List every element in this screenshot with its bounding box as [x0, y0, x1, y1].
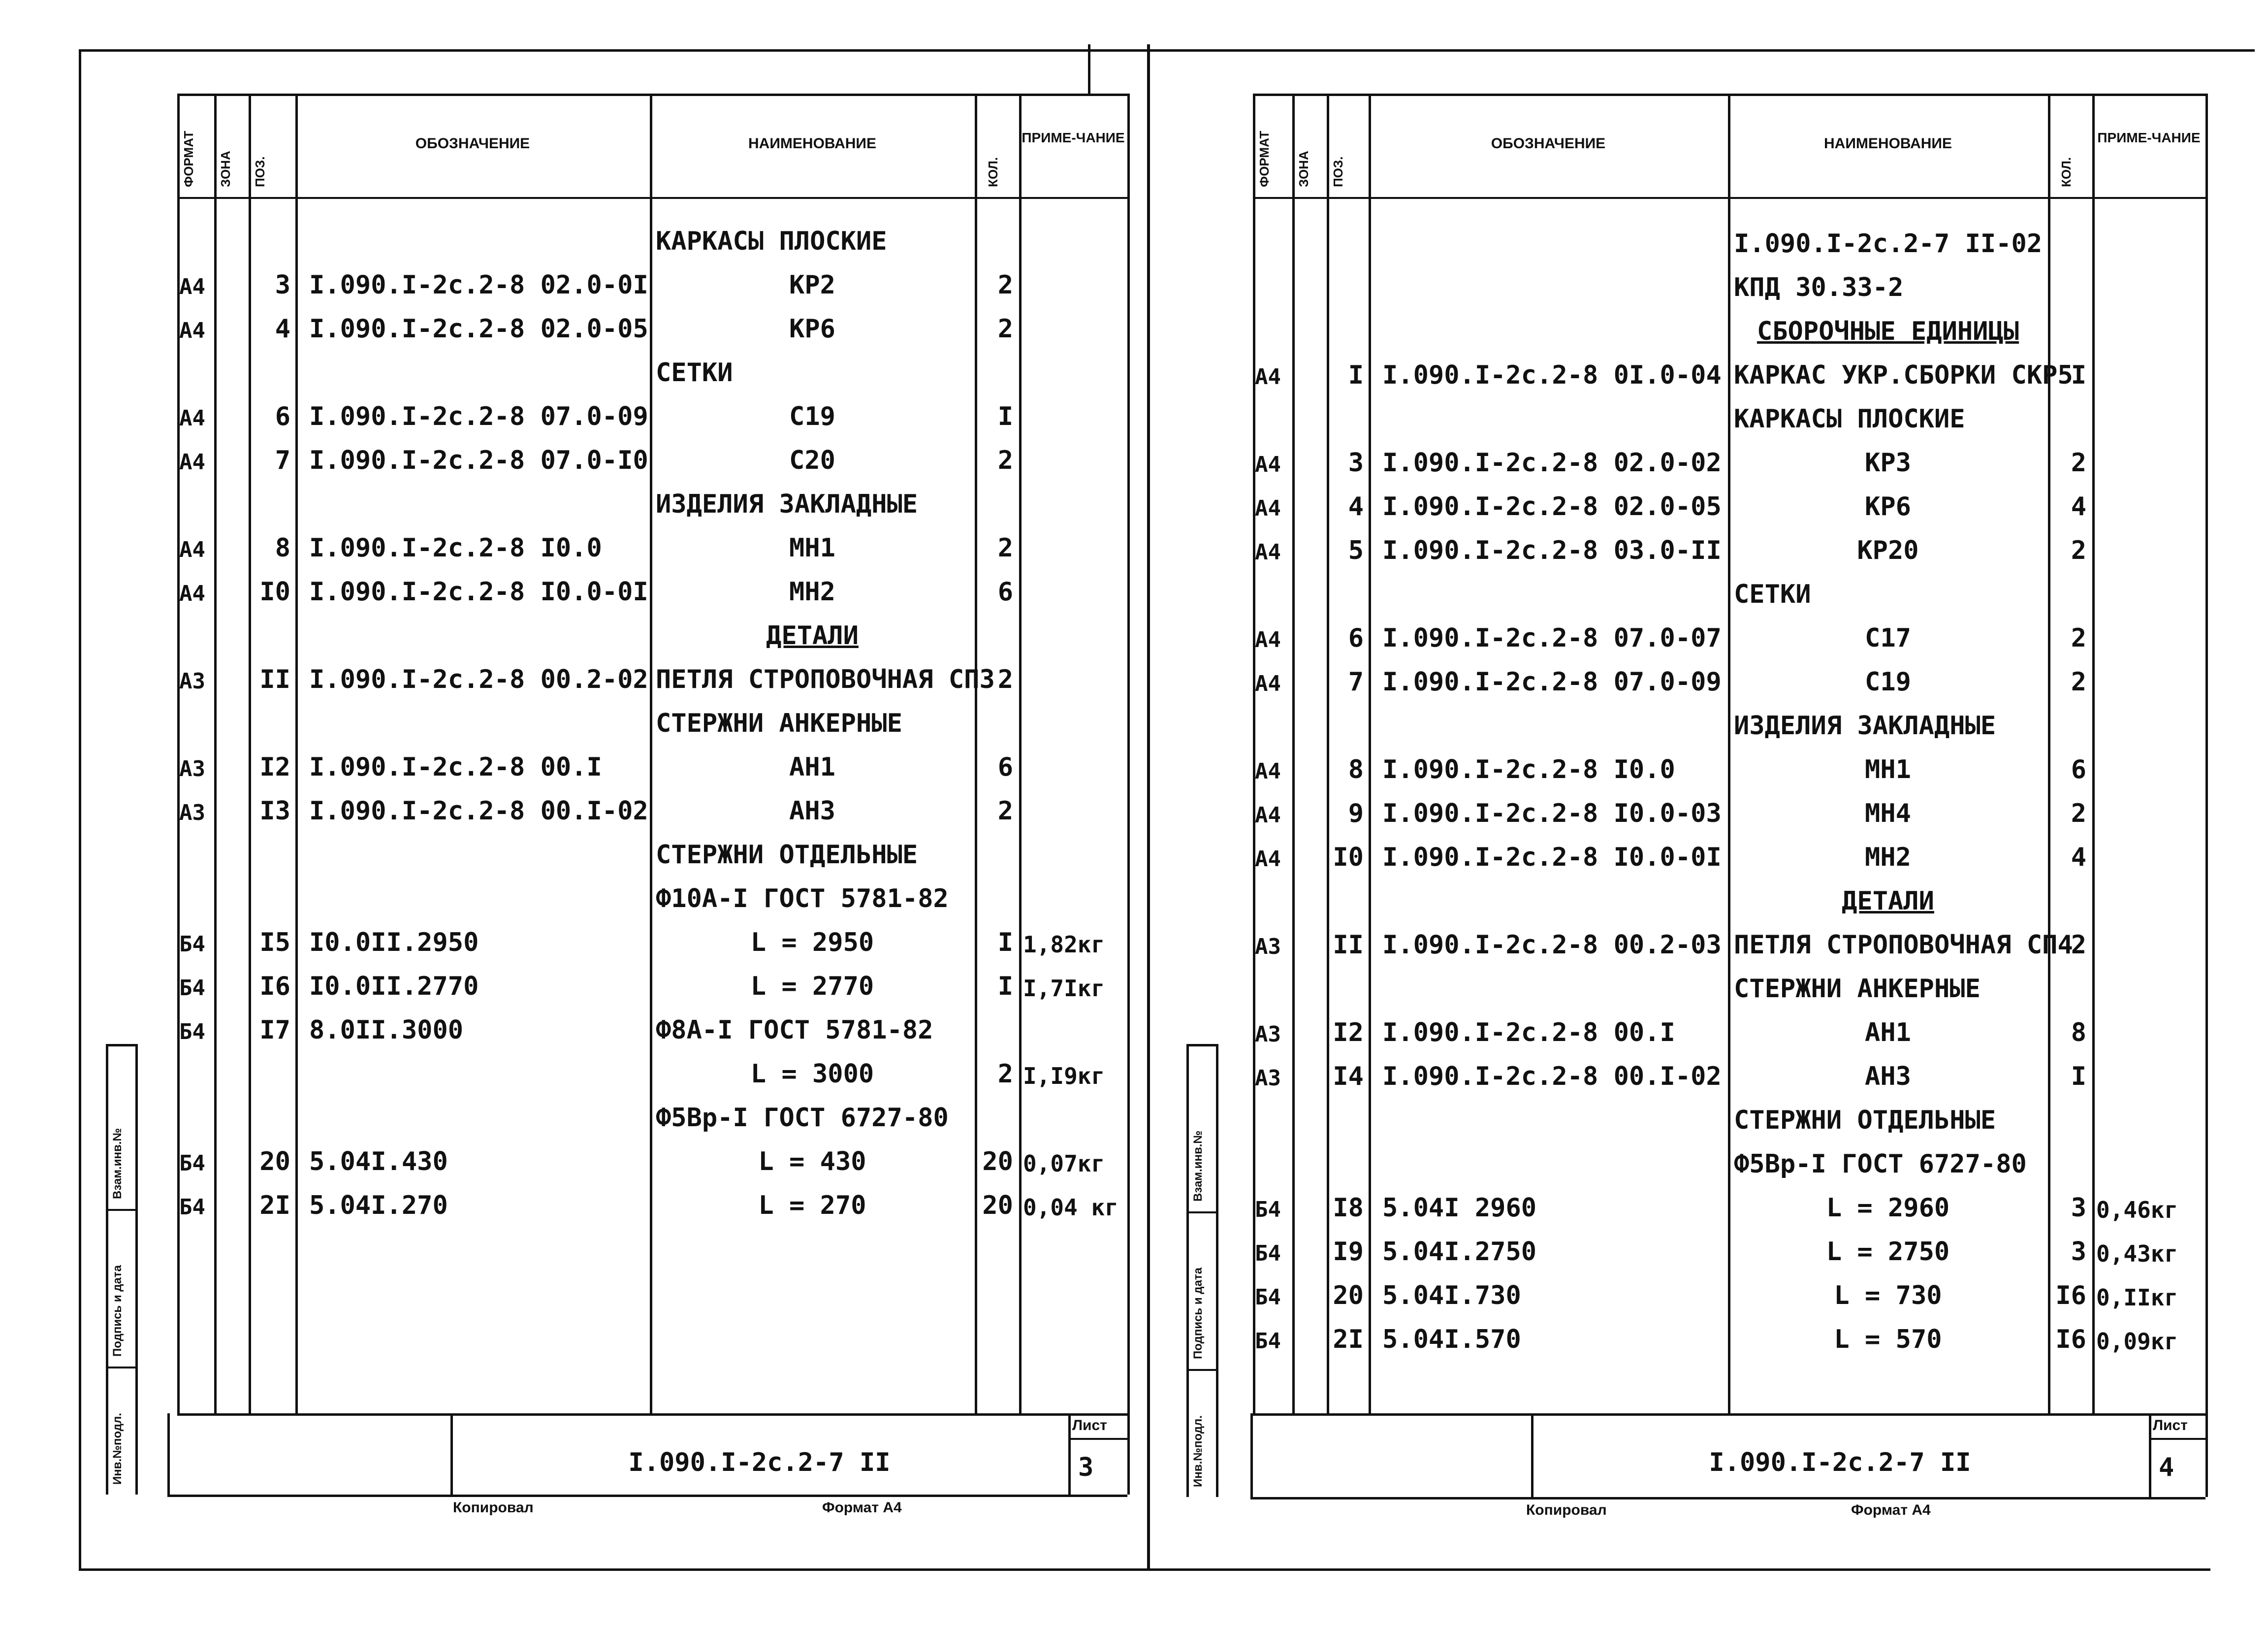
row-designation: I0.0II.2770	[309, 972, 479, 1001]
row-note: I,7Iкг	[1023, 975, 1105, 1002]
row-position: I9	[1333, 1237, 1364, 1267]
header-note: ПРИМЕ-ЧАНИЕ	[1022, 130, 1125, 145]
row-name: ДЕТАЛИ	[766, 621, 859, 651]
format-label: Формат А4	[1851, 1502, 1931, 1518]
row-designation: I.090.I-2с.2-8 07.0-07	[1382, 623, 1722, 653]
row-format: Б4	[1255, 1197, 1281, 1222]
row-name: ДЕТАЛИ	[1842, 886, 1934, 916]
title-block-mid	[1531, 1413, 1533, 1497]
row-note: I,I9кг	[1023, 1063, 1105, 1089]
row-position: I0	[259, 577, 290, 607]
row-format: А4	[1255, 847, 1281, 872]
row-quantity: 2	[2071, 930, 2086, 960]
row-format: Б4	[179, 1151, 205, 1176]
row-quantity: 4	[2071, 843, 2086, 872]
row-name: L = 730	[1834, 1281, 1942, 1310]
sheet-box-divider	[2149, 1438, 2205, 1440]
row-designation: I.090.I-2с.2-8 I0.0	[309, 533, 602, 563]
row-quantity: 2	[2071, 667, 2086, 697]
row-format: А4	[179, 274, 205, 299]
row-name: С19	[789, 402, 835, 431]
copied-by-label: Копировал	[1526, 1502, 1607, 1518]
row-designation: I.090.I-2с.2-8 02.0-05	[1382, 492, 1722, 521]
row-name: КПД 30.33-2	[1734, 273, 1904, 302]
row-designation: I.090.I-2с.2-8 02.0-05	[309, 314, 648, 344]
header-designation: ОБОЗНАЧЕНИЕ	[415, 135, 530, 152]
column-line-1	[1292, 94, 1295, 1413]
row-position: I7	[259, 1015, 290, 1045]
row-name: С19	[1865, 667, 1911, 697]
row-quantity: 6	[997, 577, 1013, 607]
row-position: 7	[275, 446, 290, 475]
column-line-6	[2092, 94, 2095, 1413]
sheet-label: Лист	[1072, 1417, 1107, 1433]
row-format: А4	[1255, 540, 1281, 565]
row-note: 0,IIкг	[2096, 1284, 2178, 1311]
row-name: L = 2750	[1826, 1237, 1950, 1267]
row-position: 6	[1348, 623, 1364, 653]
row-position: 7	[1348, 667, 1364, 697]
row-name: МН1	[1865, 755, 1911, 784]
row-name: L = 570	[1834, 1325, 1942, 1354]
side-stamp-left	[1186, 1044, 1189, 1497]
row-format: А4	[179, 537, 205, 562]
header-pos: ПОЗ.	[253, 156, 267, 187]
row-name: КР6	[789, 314, 835, 344]
column-line-7	[2205, 94, 2208, 1413]
row-name: СТЕРЖНИ ОТДЕЛЬНЫЕ	[1734, 1106, 1996, 1135]
row-format: А4	[1255, 627, 1281, 652]
row-position: 9	[1348, 799, 1364, 828]
row-name: АН1	[1865, 1018, 1911, 1047]
sheet-number: 4	[2159, 1453, 2174, 1482]
row-name: Ф10А-I ГОСТ 5781-82	[656, 884, 949, 913]
side-stamp-mid	[1216, 1044, 1218, 1497]
column-line-4	[1728, 94, 1730, 1413]
row-designation: I.090.I-2с.2-8 00.I-02	[1382, 1062, 1722, 1091]
row-name: СЕТКИ	[656, 358, 733, 388]
side-stamp-label-0: Инв.№подл.	[111, 1413, 124, 1485]
row-quantity: I	[997, 402, 1013, 431]
row-designation: 8.0II.3000	[309, 1015, 464, 1045]
row-designation: 5.04I.730	[1382, 1281, 1521, 1310]
row-name: L = 270	[758, 1191, 866, 1220]
row-name: Ф5Вр-I ГОСТ 6727-80	[1734, 1149, 2027, 1179]
row-name: С17	[1865, 623, 1911, 653]
sheet-label: Лист	[2153, 1417, 2188, 1433]
row-format: Б4	[179, 1019, 205, 1044]
row-designation: I.090.I-2с.2-8 07.0-09	[1382, 667, 1722, 697]
side-stamp-label-2: Взам.инв.№	[1191, 1130, 1205, 1202]
row-name: КР2	[789, 270, 835, 300]
row-quantity: 2	[2071, 536, 2086, 565]
row-position: 20	[1333, 1281, 1364, 1310]
row-name: СБОРОЧНЫЕ ЕДИНИЦЫ	[1757, 317, 2019, 346]
row-position: I4	[1333, 1062, 1364, 1091]
header-zone: ЗОНА	[218, 151, 233, 187]
row-format: А4	[1255, 364, 1281, 390]
header-pos: ПОЗ.	[1331, 156, 1345, 187]
row-format: А3	[179, 669, 205, 694]
row-position: I3	[259, 796, 290, 826]
row-position: II	[1333, 930, 1364, 960]
row-name: СТЕРЖНИ АНКЕРНЫЕ	[1734, 974, 1981, 1004]
row-name: L = 430	[758, 1147, 866, 1176]
table-bottom-border	[1253, 1413, 2205, 1416]
row-designation: I.090.I-2с.2-8 02.0-02	[1382, 448, 1722, 478]
row-format: А4	[1255, 452, 1281, 477]
row-quantity: 4	[2071, 492, 2086, 521]
row-name: Ф8А-I ГОСТ 5781-82	[656, 1015, 933, 1045]
row-format: А4	[179, 406, 205, 431]
row-quantity: I	[997, 928, 1013, 957]
side-stamp-divider-0	[1186, 1369, 1216, 1371]
row-format: Б4	[179, 932, 205, 957]
row-quantity: 2	[997, 533, 1013, 563]
row-format: А4	[1255, 759, 1281, 784]
row-designation: I.090.I-2с.2-8 02.0-0I	[309, 270, 648, 300]
row-note: 0,09кг	[2096, 1328, 2178, 1355]
row-designation: 5.04I.2750	[1382, 1237, 1537, 1267]
row-designation: I.090.I-2с.2-8 00.I	[309, 752, 602, 782]
format-label: Формат А4	[822, 1499, 902, 1516]
row-quantity: 20	[982, 1191, 1013, 1220]
row-quantity: I	[2071, 1062, 2086, 1091]
header-zone: ЗОНА	[1296, 151, 1311, 187]
row-quantity: 3	[2071, 1237, 2086, 1267]
row-quantity: 2	[2071, 623, 2086, 653]
header-name: НАИМЕНОВАНИЕ	[1824, 135, 1952, 152]
column-line-3	[1369, 94, 1371, 1413]
row-format: А3	[179, 800, 205, 825]
row-format: Б4	[1255, 1285, 1281, 1310]
row-format: А4	[179, 318, 205, 343]
row-quantity: 8	[2071, 1018, 2086, 1047]
row-name: АН1	[789, 752, 835, 782]
row-format: А3	[179, 756, 205, 781]
row-format: Б4	[1255, 1241, 1281, 1266]
row-position: 20	[259, 1147, 290, 1176]
row-name: L = 2950	[750, 928, 874, 957]
row-position: II	[259, 665, 290, 694]
row-position: 4	[275, 314, 290, 344]
row-name: ПЕТЛЯ СТРОПОВОЧНАЯ СП4	[1734, 930, 2073, 960]
row-position: I5	[259, 928, 290, 957]
document-number: I.090.I-2с.2-7 II	[1709, 1448, 1971, 1477]
row-quantity: 6	[997, 752, 1013, 782]
row-format: А4	[179, 450, 205, 475]
row-note: 1,82кг	[1023, 931, 1105, 958]
row-name: Ф5Вр-I ГОСТ 6727-80	[656, 1103, 949, 1133]
row-designation: I.090.I-2с.2-8 00.2-03	[1382, 930, 1722, 960]
row-designation: 5.04I.270	[309, 1191, 448, 1220]
row-quantity: I6	[2055, 1325, 2086, 1354]
side-stamp-label-1: Подпись и дата	[111, 1265, 124, 1357]
row-name: МН4	[1865, 799, 1911, 828]
row-quantity: 20	[982, 1147, 1013, 1176]
row-quantity: I	[2071, 360, 2086, 390]
side-stamp-divider-1	[1186, 1211, 1216, 1213]
row-format: А4	[179, 581, 205, 606]
row-position: 3	[275, 270, 290, 300]
row-quantity: 2	[997, 314, 1013, 344]
row-quantity: 2	[997, 665, 1013, 694]
row-quantity: I6	[2055, 1281, 2086, 1310]
row-format: Б4	[1255, 1329, 1281, 1354]
row-designation: 5.04I 2960	[1382, 1193, 1537, 1223]
row-designation: I.090.I-2с.2-8 I0.0-0I	[309, 577, 648, 607]
row-designation: 5.04I.430	[309, 1147, 448, 1176]
row-position: 6	[275, 402, 290, 431]
header-format: ФОРМАТ	[1257, 130, 1272, 187]
row-designation: I.090.I-2с.2-8 07.0-09	[309, 402, 648, 431]
row-name: МН2	[1865, 843, 1911, 872]
header-format: ФОРМАТ	[181, 130, 196, 187]
title-block-left	[1250, 1413, 1253, 1497]
row-note: 0,43кг	[2096, 1240, 2178, 1267]
row-designation: 5.04I.570	[1382, 1325, 1521, 1354]
row-designation: I.090.I-2с.2-8 00.I	[1382, 1018, 1675, 1047]
row-position: I8	[1333, 1193, 1364, 1223]
row-format: А4	[1255, 671, 1281, 696]
header-name: НАИМЕНОВАНИЕ	[748, 135, 876, 152]
row-format: А4	[1255, 803, 1281, 828]
row-name: ИЗДЕЛИЯ ЗАКЛАДНЫЕ	[656, 489, 918, 519]
row-name: АН3	[789, 796, 835, 826]
row-quantity: 2	[997, 1059, 1013, 1089]
row-name: КР20	[1857, 536, 1919, 565]
row-position: 5	[1348, 536, 1364, 565]
header-qty: КОЛ.	[986, 157, 1000, 187]
title-block-bottom	[1250, 1497, 2205, 1499]
row-designation: I.090.I-2с.2-8 I0.0-0I	[1382, 843, 1722, 872]
row-quantity: 2	[997, 446, 1013, 475]
row-name: КАРКАСЫ ПЛОСКИЕ	[656, 227, 887, 256]
row-name: МН1	[789, 533, 835, 563]
row-format: Б4	[179, 1195, 205, 1220]
row-designation: I0.0II.2950	[309, 928, 479, 957]
row-designation: I.090.I-2с.2-8 07.0-I0	[309, 446, 648, 475]
row-format: А3	[1255, 934, 1281, 959]
header-note: ПРИМЕ-ЧАНИЕ	[2097, 130, 2201, 145]
row-name: ИЗДЕЛИЯ ЗАКЛАДНЫЕ	[1734, 711, 1996, 741]
row-designation: I.090.I-2с.2-8 03.0-II	[1382, 536, 1722, 565]
row-position: 8	[275, 533, 290, 563]
row-position: I0	[1333, 843, 1364, 872]
row-designation: I.090.I-2с.2-8 00.2-02	[309, 665, 648, 694]
row-quantity: I	[997, 972, 1013, 1001]
row-note: 0,46кг	[2096, 1197, 2178, 1223]
row-position: I2	[259, 752, 290, 782]
row-name: СТЕРЖНИ ОТДЕЛЬНЫЕ	[656, 840, 918, 870]
side-stamp-divider-2	[1186, 1044, 1216, 1046]
row-name: КР3	[1865, 448, 1911, 478]
row-designation: I.090.I-2с.2-8 I0.0	[1382, 755, 1675, 784]
row-name: КАРКАС УКР.СБОРКИ СКР5	[1734, 360, 2073, 390]
sheet-number: 3	[1078, 1453, 1094, 1482]
row-position: I6	[259, 972, 290, 1001]
row-position: I	[1348, 360, 1364, 390]
row-position: 3	[1348, 448, 1364, 478]
row-name: L = 2960	[1826, 1193, 1950, 1223]
row-designation: I.090.I-2с.2-8 0I.0-04	[1382, 360, 1722, 390]
row-note: 0,07кг	[1023, 1150, 1105, 1177]
row-quantity: 2	[2071, 799, 2086, 828]
row-format: А3	[1255, 1022, 1281, 1047]
row-name: КАРКАСЫ ПЛОСКИЕ	[1734, 404, 1965, 434]
row-name: КР6	[1865, 492, 1911, 521]
row-name: L = 2770	[750, 972, 874, 1001]
row-name: СТЕРЖНИ АНКЕРНЫЕ	[656, 709, 902, 738]
row-format: А3	[1255, 1066, 1281, 1091]
row-note: 0,04 кг	[1023, 1194, 1118, 1221]
row-quantity: 2	[2071, 448, 2086, 478]
row-name: МН2	[789, 577, 835, 607]
row-designation: I.090.I-2с.2-8 00.I-02	[309, 796, 648, 826]
row-name: L = 3000	[750, 1059, 874, 1089]
row-quantity: 2	[997, 796, 1013, 826]
header-designation: ОБОЗНАЧЕНИЕ	[1491, 135, 1606, 152]
row-quantity: 3	[2071, 1193, 2086, 1223]
side-stamp-label-2: Взам.инв.№	[111, 1128, 124, 1199]
row-name: ПЕТЛЯ СТРОПОВОЧНАЯ СП3	[656, 665, 995, 694]
row-name: С20	[789, 446, 835, 475]
row-position: I2	[1333, 1018, 1364, 1047]
row-quantity: 2	[997, 270, 1013, 300]
row-name: АН3	[1865, 1062, 1911, 1091]
row-name: СЕТКИ	[1734, 580, 1811, 609]
side-stamp-label-0: Инв.№подл.	[1191, 1415, 1205, 1487]
row-quantity: 6	[2071, 755, 2086, 784]
row-position: 8	[1348, 755, 1364, 784]
row-format: А4	[1255, 496, 1281, 521]
row-position: 2I	[1333, 1325, 1364, 1354]
row-position: 4	[1348, 492, 1364, 521]
title-block-right	[2205, 1413, 2208, 1497]
row-name: I.090.I-2с.2-7 II-02	[1734, 229, 2043, 259]
header-qty: КОЛ.	[2059, 157, 2074, 187]
row-designation: I.090.I-2с.2-8 I0.0-03	[1382, 799, 1722, 828]
row-format: Б4	[179, 976, 205, 1001]
row-position: 2I	[259, 1191, 290, 1220]
document-number: I.090.I-2с.2-7 II	[628, 1448, 891, 1477]
copied-by-label: Копировал	[453, 1499, 534, 1516]
side-stamp-label-1: Подпись и дата	[1191, 1268, 1205, 1359]
sheet-box-line	[2149, 1413, 2151, 1497]
